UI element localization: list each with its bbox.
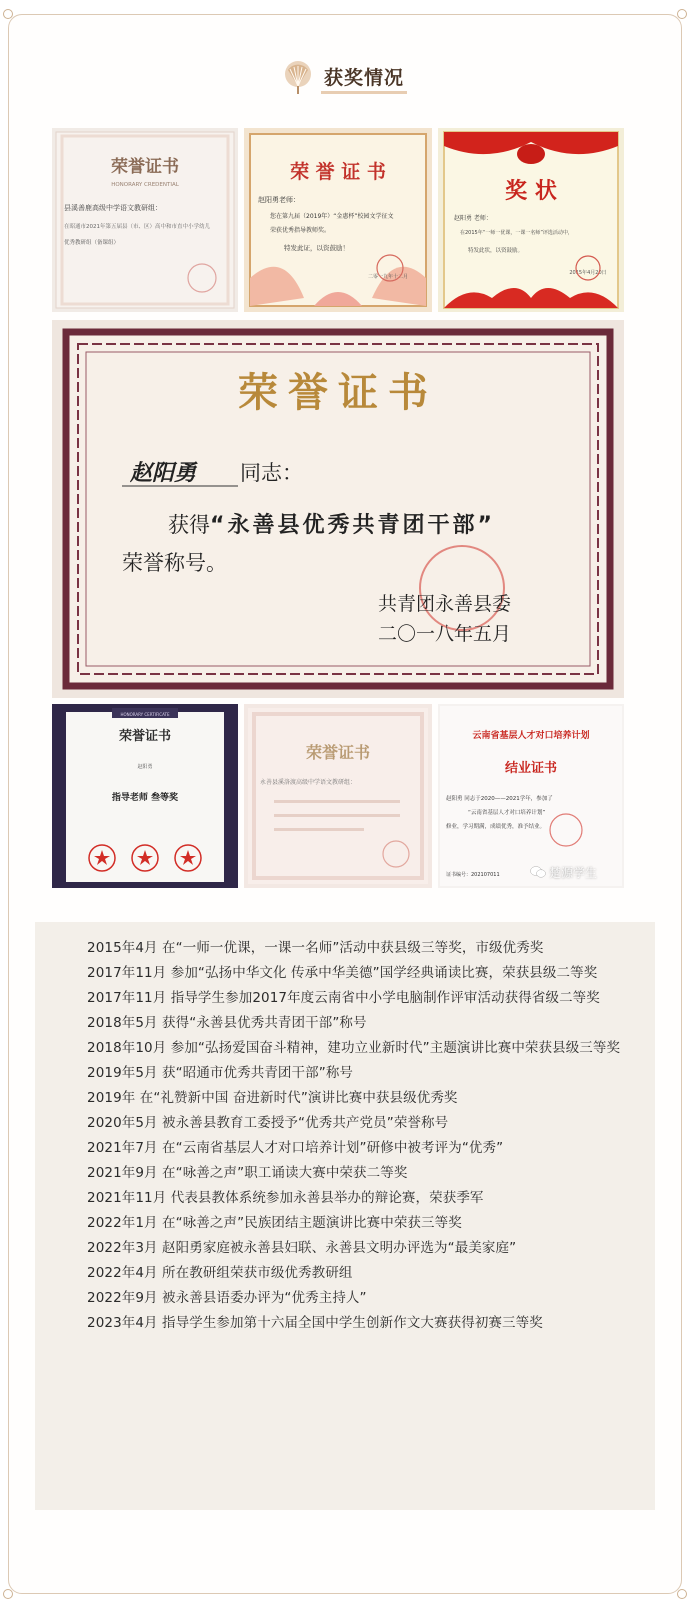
certificate-photo-2 xyxy=(244,128,432,312)
frame-corner-ornament xyxy=(3,1589,13,1599)
certificate-photo-4 xyxy=(52,320,624,698)
cert3-title: 奖 状 xyxy=(505,178,557,204)
cert2-line4: 特发此证，以资鼓励！ xyxy=(284,244,349,252)
cert2-line1: 赵阳勇老师： xyxy=(258,196,300,204)
award-item: 2017年11月 参加“弘扬中华文化 传承中华美德”国学经典诵读比赛，荣获县级二等奖 xyxy=(87,965,598,981)
certificate-photo-7 xyxy=(438,704,624,888)
cert7-header: 云南省基层人才对口培养计划 xyxy=(472,731,590,741)
award-item: 2018年10月 参加“弘扬爱国奋斗精神，建功立业新时代”主题演讲比赛中荣获县级三等奖 xyxy=(87,1040,621,1056)
award-item: 2020年5月 被永善县教育工委授予“优秀共产党员”荣誉称号 xyxy=(87,1115,449,1131)
watermark-text: 楚源学生 xyxy=(549,865,598,880)
watermark xyxy=(530,862,630,882)
cert2-line2: 您在第九届（2019年）“金惠杯”校园文学征文 xyxy=(270,213,394,220)
cert1-subtitle: HONORARY CREDENTIAL xyxy=(111,182,179,188)
cert7-title: 结业证书 xyxy=(504,761,558,776)
cert5-name: 赵阳勇 xyxy=(137,764,153,770)
certificate-photo-6 xyxy=(244,704,432,888)
cert2-line5: 二零一九年十二月 xyxy=(367,274,409,280)
award-item: 2021年7月 在“云南省基层人才对口培养计划”研修中被考评为“优秀” xyxy=(87,1140,504,1156)
frame-corner-ornament xyxy=(677,1589,687,1599)
award-item: 2022年1月 在“咏善之声”民族团结主题演讲比赛中荣获三等奖 xyxy=(87,1215,462,1231)
cert1-line1: 县溪善鹿高级中学语文教研组： xyxy=(64,204,162,212)
cert7-line3: 修业，学习期满，成绩优秀，准予结业。 xyxy=(446,824,546,830)
cert6-title: 荣誉证书 xyxy=(305,743,371,762)
award-item: 2021年11月 代表县教体系统参加永善县举办的辩论赛，荣获季军 xyxy=(87,1190,484,1206)
cert1-title: 荣誉证书 xyxy=(111,157,179,177)
cert4-date: 二〇一八年五月 xyxy=(378,623,512,645)
cert1-line2: 在昭通市2021年第五届县（市、区）高中和市直中小学幼儿 xyxy=(64,224,210,230)
cert1-line3: 优秀教研组（备课组） xyxy=(64,240,120,246)
section-title: 获奖情况 xyxy=(321,63,407,94)
award-item: 2015年4月 在“一师一优课，一课一名师”活动中获县级三等奖，市级优秀奖 xyxy=(87,940,544,956)
award-item: 2021年9月 在“咏善之声”职工诵读大赛中荣获二等奖 xyxy=(87,1165,408,1181)
cert4-name: 赵阳勇 xyxy=(130,461,197,486)
cert4-title: 荣誉证书 xyxy=(238,369,438,416)
cert4-award-prefix: 获得 xyxy=(168,513,210,537)
cert4-honor: 荣誉称号。 xyxy=(122,551,227,575)
cert7-line1: 赵阳勇 同志于2020——2021学年，参加了 xyxy=(446,796,553,802)
frame-corner-ornament xyxy=(3,9,13,19)
award-item: 2017年11月 指导学生参加2017年度云南省中小学电脑制作评审活动获得省级二等奖 xyxy=(87,990,600,1006)
cert3-line4: 2015年4月20日 xyxy=(569,270,607,276)
cert4-award: “永善县优秀共青团干部” xyxy=(210,513,495,538)
frame-corner-ornament xyxy=(677,9,687,19)
cert5-title: 荣誉证书 xyxy=(118,729,172,744)
award-item: 2022年3月 赵阳勇家庭被永善县妇联、永善县文明办评选为“最美家庭” xyxy=(87,1240,517,1256)
cert5-award: 指导老师 叁等奖 xyxy=(111,793,179,803)
certificate-photo-1 xyxy=(52,128,238,312)
cert4-salutation: 同志： xyxy=(240,461,303,485)
award-item: 2019年5月 获“昭通市优秀共青团干部”称号 xyxy=(87,1065,354,1081)
cert3-line2: 在2015年“一师一优课，一课一名师”评选活动中， xyxy=(460,230,573,236)
award-item: 2022年4月 所在教研组荣获市级优秀教研组 xyxy=(87,1265,353,1281)
cert4-issuer: 共青团永善县委 xyxy=(378,593,512,615)
cert3-line3: 特发此状，以资鼓励。 xyxy=(468,248,524,254)
cert7-line2: “云南省基层人才对口培养计划” xyxy=(468,810,546,816)
award-item: 2018年5月 获得“永善县优秀共青团干部”称号 xyxy=(87,1015,367,1031)
fan-icon xyxy=(283,60,313,96)
cert3-line1: 赵阳勇 老师： xyxy=(454,215,492,222)
cert2-title: 荣 誉 证 书 xyxy=(290,161,386,183)
awards-list xyxy=(35,922,655,1510)
section-heading xyxy=(0,58,690,98)
award-item: 2019年 在“礼赞新中国 奋进新时代”演讲比赛中获县级优秀奖 xyxy=(87,1090,458,1106)
certificate-photo-5 xyxy=(52,704,238,888)
certificate-photo-3 xyxy=(438,128,624,312)
award-item: 2022年9月 被永善县语委办评为“优秀主持人” xyxy=(87,1290,367,1306)
cert5-ribbon: HONORARY CERTIFICATE xyxy=(120,712,170,717)
wechat-icon xyxy=(530,865,546,879)
cert7-number: 证书编号：202107011 xyxy=(446,872,500,878)
award-item: 2023年4月 指导学生参加第十六届全国中学生创新作文大赛获得初赛三等奖 xyxy=(87,1315,543,1331)
cert6-line1: 永善县溪洛渡高级中学语文教研组： xyxy=(260,779,357,786)
cert2-line3: 荣获优秀指导教师奖。 xyxy=(270,227,331,234)
